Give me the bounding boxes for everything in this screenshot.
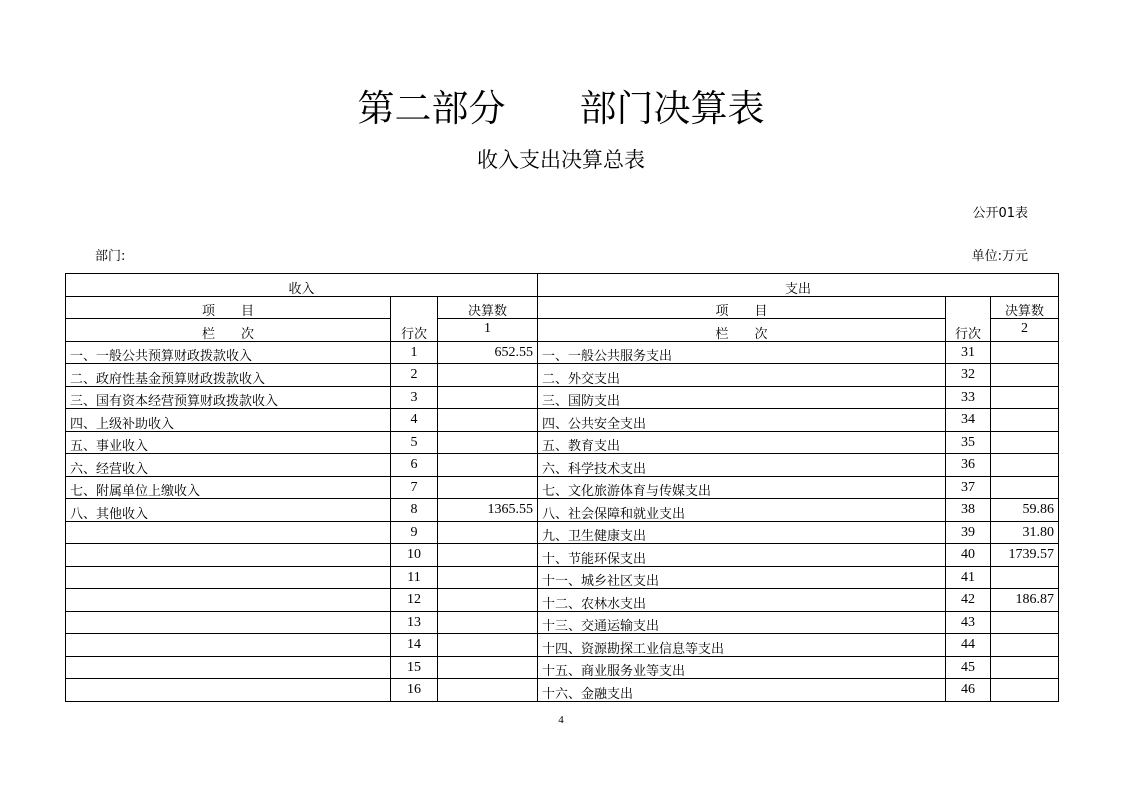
income-item-cell: 三、国有资本经营预算财政拨款收入 (66, 386, 391, 409)
income-line-cell: 16 (391, 679, 438, 702)
income-amount-cell (438, 521, 538, 544)
income-amount-cell (438, 476, 538, 499)
expense-line-cell: 46 (946, 679, 991, 702)
expense-item-cell: 六、科学技术支出 (538, 454, 946, 477)
income-line-cell: 11 (391, 566, 438, 589)
income-line-cell: 9 (391, 521, 438, 544)
income-item-cell (66, 611, 391, 634)
income-item-cell: 七、附属单位上缴收入 (66, 476, 391, 499)
income-section-header: 收入 (66, 274, 538, 297)
income-amount-cell (438, 611, 538, 634)
income-item-cell (66, 589, 391, 612)
expense-line-cell: 44 (946, 634, 991, 657)
income-line-cell: 5 (391, 431, 438, 454)
expense-item-cell: 十六、金融支出 (538, 679, 946, 702)
expense-item-cell: 八、社会保障和就业支出 (538, 499, 946, 522)
income-line-cell: 12 (391, 589, 438, 612)
expense-item-cell: 三、国防支出 (538, 386, 946, 409)
expense-amount-cell: 186.87 (991, 589, 1059, 612)
expense-item-cell: 十四、资源勘探工业信息等支出 (538, 634, 946, 657)
department-label: 部门: (95, 249, 126, 264)
income-item-cell (66, 679, 391, 702)
income-amount-header: 决算数 (438, 296, 538, 319)
expense-item-cell: 十、节能环保支出 (538, 544, 946, 567)
expense-amount-cell (991, 386, 1059, 409)
expense-line-cell: 42 (946, 589, 991, 612)
expense-line-cell: 36 (946, 454, 991, 477)
income-line-cell: 15 (391, 656, 438, 679)
income-expense-table (65, 273, 1059, 702)
income-item-cell: 一、一般公共预算财政拨款收入 (66, 341, 391, 364)
income-item-cell (66, 544, 391, 567)
expense-amount-cell: 31.80 (991, 521, 1059, 544)
income-item-cell (66, 521, 391, 544)
expense-line-cell: 37 (946, 476, 991, 499)
expense-amount-cell (991, 476, 1059, 499)
expense-amount-cell (991, 409, 1059, 432)
expense-amount-cell (991, 679, 1059, 702)
expense-amount-cell (991, 656, 1059, 679)
expense-section-header: 支出 (538, 274, 1059, 297)
table-row (66, 544, 1059, 567)
expense-line-cell: 38 (946, 499, 991, 522)
expense-amount-cell (991, 364, 1059, 387)
expense-item-cell: 十五、商业服务业等支出 (538, 656, 946, 679)
income-amount-cell (438, 679, 538, 702)
income-item-cell (66, 634, 391, 657)
income-amount-cell (438, 454, 538, 477)
expense-line-cell: 31 (946, 341, 991, 364)
table-title: 收入支出决算总表 (477, 148, 645, 172)
expense-item-cell: 四、公共安全支出 (538, 409, 946, 432)
expense-amount-cell (991, 566, 1059, 589)
income-item-cell (66, 656, 391, 679)
income-line-cell: 7 (391, 476, 438, 499)
income-line-cell: 8 (391, 499, 438, 522)
income-line-cell: 1 (391, 341, 438, 364)
expense-amount-cell (991, 454, 1059, 477)
table-row (66, 454, 1059, 477)
header-row-column-numbers (66, 319, 1059, 342)
expense-column-number: 2 (991, 319, 1059, 342)
income-item-cell (66, 566, 391, 589)
income-amount-cell (438, 544, 538, 567)
expense-amount-cell (991, 611, 1059, 634)
income-amount-cell (438, 589, 538, 612)
table-row (66, 611, 1059, 634)
header-row-section (66, 274, 1059, 297)
table-row (66, 364, 1059, 387)
expense-item-cell: 七、文化旅游体育与传媒支出 (538, 476, 946, 499)
expense-amount-cell (991, 431, 1059, 454)
expense-item-cell: 十二、农林水支出 (538, 589, 946, 612)
expense-column-label: 栏 次 (538, 319, 946, 342)
income-amount-cell (438, 409, 538, 432)
expense-line-cell: 41 (946, 566, 991, 589)
expense-amount-header: 决算数 (991, 296, 1059, 319)
expense-amount-cell (991, 341, 1059, 364)
expense-item-cell: 二、外交支出 (538, 364, 946, 387)
income-row-no-header: 行次 (391, 296, 438, 341)
income-amount-cell: 652.55 (438, 341, 538, 364)
expense-row-no-header: 行次 (946, 296, 991, 341)
expense-item-cell: 五、教育支出 (538, 431, 946, 454)
page-number: 4 (558, 714, 564, 726)
income-item-cell: 五、事业收入 (66, 431, 391, 454)
income-item-cell: 六、经营收入 (66, 454, 391, 477)
expense-line-cell: 39 (946, 521, 991, 544)
expense-line-cell: 43 (946, 611, 991, 634)
expense-amount-cell: 1739.57 (991, 544, 1059, 567)
income-line-cell: 4 (391, 409, 438, 432)
expense-line-cell: 34 (946, 409, 991, 432)
table-row (66, 656, 1059, 679)
income-line-cell: 2 (391, 364, 438, 387)
expense-line-cell: 33 (946, 386, 991, 409)
table-row (66, 499, 1059, 522)
income-item-header: 项 目 (66, 296, 391, 319)
income-amount-cell (438, 634, 538, 657)
table-row (66, 431, 1059, 454)
expense-line-cell: 45 (946, 656, 991, 679)
table-row (66, 521, 1059, 544)
expense-line-cell: 40 (946, 544, 991, 567)
income-item-cell: 四、上级补助收入 (66, 409, 391, 432)
table-row (66, 476, 1059, 499)
income-amount-cell (438, 656, 538, 679)
income-amount-cell (438, 431, 538, 454)
table-row (66, 679, 1059, 702)
income-line-cell: 14 (391, 634, 438, 657)
expense-item-header: 项 目 (538, 296, 946, 319)
expense-line-cell: 35 (946, 431, 991, 454)
income-column-number: 1 (438, 319, 538, 342)
expense-amount-cell (991, 634, 1059, 657)
unit-label: 单位:万元 (971, 249, 1028, 264)
income-line-cell: 6 (391, 454, 438, 477)
table-code: 公开01表 (972, 206, 1028, 221)
expense-line-cell: 32 (946, 364, 991, 387)
income-line-cell: 3 (391, 386, 438, 409)
income-amount-cell (438, 364, 538, 387)
expense-item-cell: 十三、交通运输支出 (538, 611, 946, 634)
income-line-cell: 10 (391, 544, 438, 567)
table-row (66, 589, 1059, 612)
income-column-label: 栏 次 (66, 319, 391, 342)
income-line-cell: 13 (391, 611, 438, 634)
table-row (66, 386, 1059, 409)
income-item-cell: 二、政府性基金预算财政拨款收入 (66, 364, 391, 387)
expense-item-cell: 九、卫生健康支出 (538, 521, 946, 544)
income-amount-cell (438, 386, 538, 409)
income-amount-cell (438, 566, 538, 589)
table-row (66, 409, 1059, 432)
table-row (66, 634, 1059, 657)
expense-item-cell: 十一、城乡社区支出 (538, 566, 946, 589)
income-amount-cell: 1365.55 (438, 499, 538, 522)
table-row (66, 566, 1059, 589)
expense-item-cell: 一、一般公共服务支出 (538, 341, 946, 364)
income-item-cell: 八、其他收入 (66, 499, 391, 522)
header-row-columns (66, 296, 1059, 319)
table-row (66, 341, 1059, 364)
expense-amount-cell: 59.86 (991, 499, 1059, 522)
page-title: 第二部分 部门决算表 (357, 87, 765, 130)
